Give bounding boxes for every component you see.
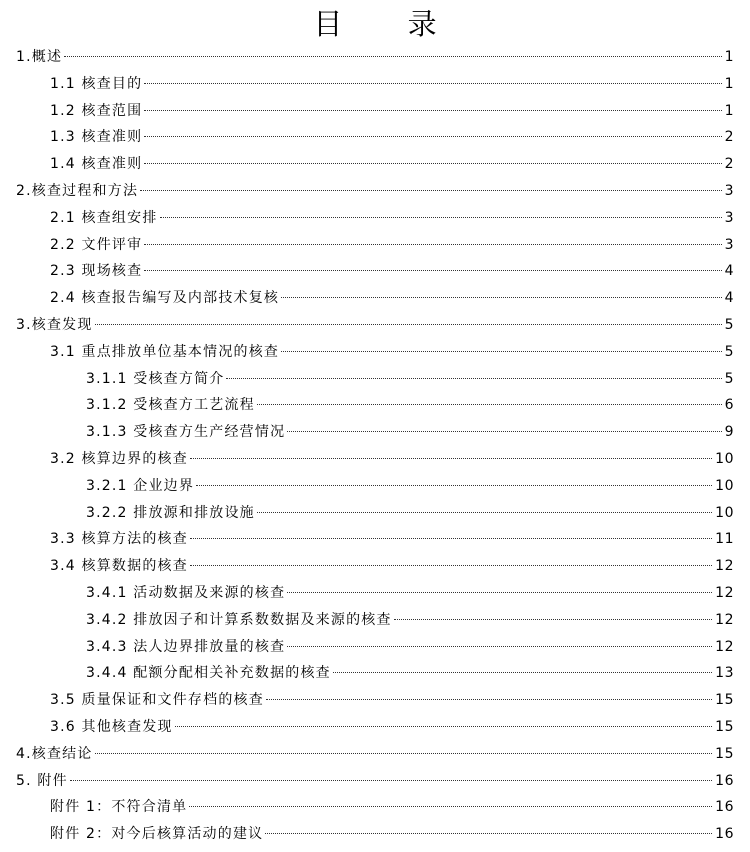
toc-entry-label: 3.2 核算边界的核查 — [50, 451, 188, 467]
toc-entry-label: 5. 附件 — [16, 772, 68, 789]
toc-dot-leader — [144, 244, 721, 245]
toc-entry-page-number: 4 — [724, 290, 734, 307]
toc-entry[interactable] — [86, 473, 734, 499]
toc-dot-leader — [64, 56, 721, 57]
toc-entry-page-number: 12 — [715, 585, 734, 601]
toc-entry-page-number: 3 — [724, 183, 734, 199]
toc-dot-leader — [144, 270, 721, 271]
toc-dot-leader — [281, 297, 721, 298]
toc-entry-label: 3.4.3 法人边界排放量的核查 — [86, 638, 286, 655]
toc-entry[interactable] — [16, 178, 734, 204]
toc-entry-page-number: 10 — [715, 451, 734, 467]
toc-dot-leader — [144, 110, 721, 111]
toc-dot-leader — [196, 485, 712, 486]
toc-entry[interactable] — [86, 580, 734, 606]
toc-dot-leader — [190, 458, 712, 459]
toc-dot-leader — [190, 538, 712, 539]
toc-entry-label: 1.1 核查目的 — [50, 75, 143, 92]
toc-entry[interactable] — [50, 98, 734, 124]
toc-entry-label: 2.1 核查组安排 — [50, 209, 158, 226]
toc-dot-leader — [333, 672, 712, 673]
toc-dot-leader — [257, 404, 722, 405]
toc-entry-page-number: 15 — [715, 692, 734, 709]
toc-entry-page-number: 1 — [724, 102, 734, 119]
toc-entry-label: 3.5 质量保证和文件存档的核查 — [50, 692, 264, 709]
toc-entry[interactable] — [50, 714, 734, 740]
toc-entry[interactable] — [50, 151, 734, 177]
toc-dot-leader — [257, 512, 712, 513]
toc-dot-leader — [265, 833, 712, 834]
toc-entry-page-number: 16 — [715, 799, 734, 816]
toc-entry-label: 3.1.1 受核查方简介 — [86, 370, 225, 387]
toc-entry[interactable] — [50, 446, 734, 472]
toc-dot-leader — [189, 806, 712, 807]
toc-entry-page-number: 13 — [715, 665, 734, 682]
toc-entry-page-number: 16 — [715, 826, 734, 843]
toc-entry[interactable] — [16, 741, 734, 767]
toc-dot-leader — [95, 753, 713, 754]
toc-entry[interactable] — [86, 392, 734, 418]
toc-dot-leader — [175, 726, 712, 727]
toc-dot-leader — [144, 163, 721, 164]
toc-entry-page-number: 3 — [724, 209, 734, 226]
toc-entry-label: 3.1 重点排放单位基本情况的核查 — [50, 343, 280, 360]
toc-dot-leader — [287, 592, 712, 593]
toc-dot-leader — [281, 351, 721, 352]
toc-entry-label: 3.6 其他核查发现 — [50, 719, 173, 735]
toc-entry-page-number: 12 — [715, 558, 734, 575]
toc-entry[interactable] — [50, 205, 734, 231]
toc-entry-label: 2.3 现场核查 — [50, 263, 143, 280]
toc-entry-label: 1.概述 — [16, 49, 63, 65]
toc-entry-label: 1.2 核查范围 — [50, 102, 143, 119]
toc-entry-page-number: 15 — [715, 719, 734, 735]
toc-dot-leader — [266, 699, 712, 700]
toc-entry-label: 1.3 核查准则 — [50, 129, 143, 146]
toc-entry[interactable] — [50, 339, 734, 365]
toc-dot-leader — [70, 780, 712, 781]
toc-dot-leader — [287, 646, 712, 647]
toc-entry[interactable] — [50, 553, 734, 579]
toc-entry-label: 3.2.1 企业边界 — [86, 477, 195, 494]
toc-entry[interactable] — [50, 71, 734, 97]
toc-entry-label: 3.1.3 受核查方生产经营情况 — [86, 424, 286, 441]
toc-entry[interactable] — [50, 821, 734, 847]
toc-entry-label: 4.核查结论 — [16, 745, 93, 762]
toc-entry-page-number: 2 — [724, 129, 734, 146]
toc-dot-leader — [190, 565, 712, 566]
toc-entry-page-number: 2 — [724, 156, 734, 173]
toc-entry[interactable] — [50, 124, 734, 150]
toc-dot-leader — [144, 83, 721, 84]
toc-entry-label: 附件 2：对今后核算活动的建议 — [50, 826, 264, 843]
toc-entry[interactable] — [86, 500, 734, 526]
toc-entry-label: 3.1.2 受核查方工艺流程 — [86, 397, 255, 414]
toc-entry-page-number: 5 — [724, 317, 734, 333]
toc-entry-label: 3.核查发现 — [16, 317, 93, 333]
toc-entry[interactable] — [50, 687, 734, 713]
toc-entry[interactable] — [86, 366, 734, 392]
toc-entry-page-number: 11 — [715, 531, 734, 548]
toc-entry-label: 2.核查过程和方法 — [16, 183, 139, 199]
toc-entry[interactable] — [86, 419, 734, 445]
toc-title: 目 录 — [313, 7, 465, 41]
toc-entry[interactable] — [50, 258, 734, 284]
toc-entry[interactable] — [16, 44, 734, 70]
toc-entry-page-number: 1 — [724, 75, 734, 92]
toc-entry-page-number: 5 — [724, 370, 734, 387]
toc-entry-label: 3.4 核算数据的核查 — [50, 558, 188, 575]
toc-entry[interactable] — [50, 526, 734, 552]
toc-entry-page-number: 5 — [724, 343, 734, 360]
toc-entry[interactable] — [50, 285, 734, 311]
toc-dot-leader — [287, 431, 721, 432]
toc-entry[interactable] — [50, 794, 734, 820]
toc-entry-label: 3.4.2 排放因子和计算系数数据及来源的核查 — [86, 611, 392, 628]
toc-entry[interactable] — [86, 634, 734, 660]
toc-entry-label: 2.4 核查报告编写及内部技术复核 — [50, 290, 280, 307]
toc-dot-leader — [144, 136, 721, 137]
toc-entry-page-number: 12 — [715, 611, 734, 628]
toc-entry[interactable] — [50, 232, 734, 258]
toc-dot-leader — [140, 190, 721, 191]
toc-entry-label: 1.4 核查准则 — [50, 156, 143, 173]
toc-dot-leader — [226, 378, 721, 379]
toc-entry-page-number: 10 — [715, 504, 734, 521]
toc-entry-label: 3.4.1 活动数据及来源的核查 — [86, 585, 286, 601]
toc-entry-page-number: 16 — [715, 772, 734, 789]
toc-entry[interactable] — [86, 660, 734, 686]
toc-entry-label: 附件 1：不符合清单 — [50, 799, 188, 816]
toc-entry-page-number: 10 — [715, 477, 734, 494]
toc-entry-page-number: 1 — [724, 49, 734, 65]
toc-entry-page-number: 9 — [724, 424, 734, 441]
toc-entry-page-number: 15 — [715, 745, 734, 762]
toc-entry-page-number: 12 — [715, 638, 734, 655]
toc-entry[interactable] — [16, 768, 734, 794]
toc-entry-page-number: 6 — [724, 397, 734, 414]
toc-dot-leader — [394, 619, 713, 620]
toc-entry-label: 3.4.4 配额分配相关补充数据的核查 — [86, 665, 331, 682]
toc-entry-label: 2.2 文件评审 — [50, 236, 143, 253]
toc-entry-page-number: 3 — [724, 236, 734, 253]
toc-entry-page-number: 4 — [724, 263, 734, 280]
toc-entry[interactable] — [86, 607, 734, 633]
toc-entry-label: 3.3 核算方法的核查 — [50, 531, 188, 548]
toc-entry-label: 3.2.2 排放源和排放设施 — [86, 504, 255, 521]
toc-dot-leader — [160, 217, 722, 218]
toc-dot-leader — [95, 324, 722, 325]
toc-entry[interactable] — [16, 312, 734, 338]
